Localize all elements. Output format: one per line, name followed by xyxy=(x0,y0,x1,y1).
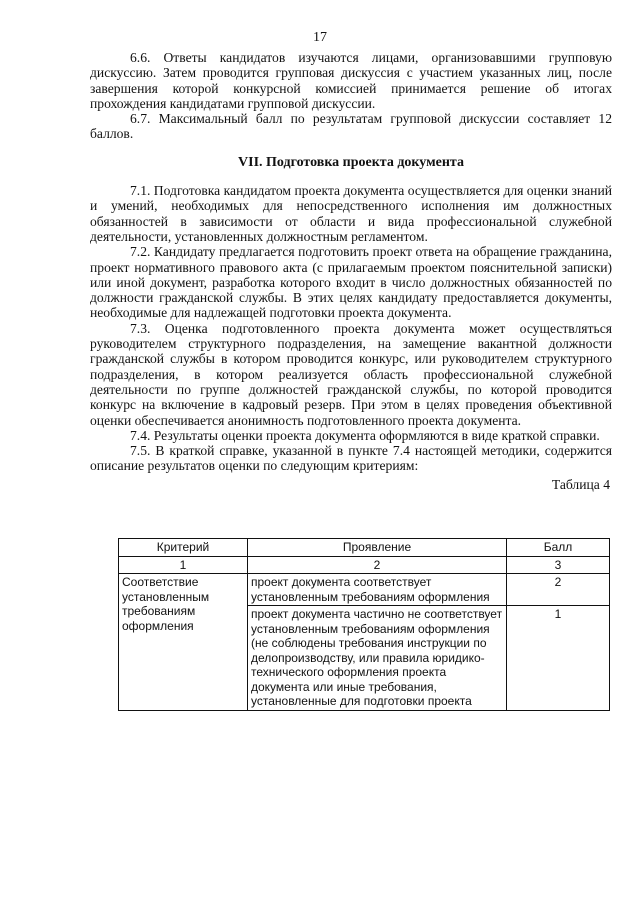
paragraph-7-2: 7.2. Кандидату предлагается подготовить проект ответа на обращение гражданина, проект нормативного правового акта (с прилагаемым проектом пояснительной записки) или иной документ, разработка которого входит в число должностных обязанностей по должности гражданской службы. В этих целях кандидату предоставляется документы, необходимые для надлежащей подготовки проекта документа. xyxy=(90,244,612,321)
manifestation-cell: проект документа частично не соответствует установленным требованиям оформления (не соблюдены требования инструкции по делопроизводству, или правила юридико-технического оформления проекта документа или иные требования, установленные для подготовки проекта xyxy=(248,606,507,711)
score-cell: 2 xyxy=(507,574,610,606)
paragraph-6-7: 6.7. Максимальный балл по результатам групповой дискуссии составляет 12 баллов. xyxy=(90,111,612,142)
paragraph-7-3: 7.3. Оценка подготовленного проекта документа может осуществляться руководителем структурного подразделения, на замещение вакантной должности гражданской службы в котором проводится конкурс, или руководителем структурного подразделения, в котором реализуется область профессиональной служебной деятельности по группе должностей гражданской службы, по которой проводится конкурс на включение в кадровый резерв. При этом в целях проведения объективной оценки обеспечивается анонимность подготовленного проекта документа. xyxy=(90,320,612,428)
manifestation-cell: проект документа соответствует установленным требованиям оформления xyxy=(248,574,507,606)
page-number: 17 xyxy=(313,30,327,45)
paragraph-7-1: 7.1. Подготовка кандидатом проекта документа осуществляется для оценки знаний и умений, необходимых для непосредственного исполнения им должностных обязанностей в зависимости от области и вида профессиональной служебной деятельности, установленных должностным регламентом. xyxy=(90,183,612,244)
column-number-2: 2 xyxy=(248,556,507,574)
table-column-numbers-row xyxy=(119,556,610,574)
paragraph-6-6: 6.6. Ответы кандидатов изучаются лицами, организовавшими групповую дискуссию. Затем проводится групповая дискуссия с участием указанных лиц, после завершения которой конкурсной комиссией принимается решение об итогах прохождения кандидатами групповой дискуссии. xyxy=(90,50,612,111)
table-row xyxy=(119,574,610,606)
table-header-row xyxy=(119,539,610,557)
header-score: Балл xyxy=(507,539,610,557)
paragraph-7-5: 7.5. В краткой справке, указанной в пункте 7.4 настоящей методики, содержится описание результатов оценки по следующим критериям: xyxy=(90,443,612,474)
column-number-1: 1 xyxy=(119,556,248,574)
score-cell: 1 xyxy=(507,606,610,711)
criteria-table xyxy=(118,538,610,711)
table-caption: Таблица 4 xyxy=(551,476,610,492)
document-body xyxy=(90,50,612,492)
paragraph-7-4: 7.4. Результаты оценки проекта документа оформляются в виде краткой справки. xyxy=(130,427,600,443)
criterion-cell: Соответствие установленным требованиям оформления xyxy=(119,574,248,711)
section-heading: VII. Подготовка проекта документа xyxy=(238,154,464,170)
header-criterion: Критерий xyxy=(119,539,248,557)
column-number-3: 3 xyxy=(507,556,610,574)
header-manifestation: Проявление xyxy=(248,539,507,557)
